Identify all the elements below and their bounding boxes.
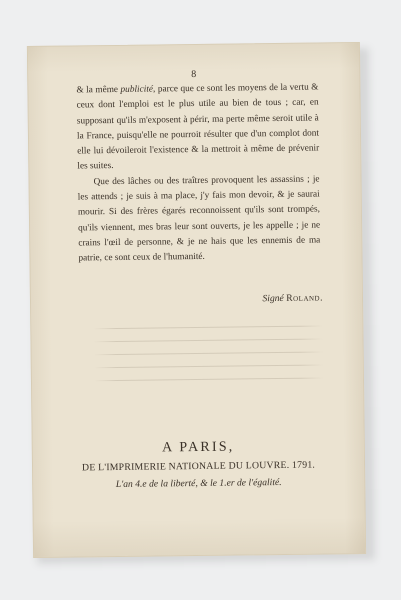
paragraph-1-emphasis: publicité bbox=[120, 84, 154, 95]
imprint-date: L'an 4.e de la liberté, & le 1.er de l'égalité. bbox=[115, 476, 282, 490]
paragraph-1 bbox=[76, 80, 319, 175]
paragraph-2-text: Que des lâches ou des traîtres provoquent les assassins ; je les attends ; je suis à ma place, j'y fais mon devoir, & je saurai mourir. Si des frères égarés reconnoissent qu'ils sont trompés, qu'ils viennent, mes bras leur sont ouverts, je les appelle ; je ne crains l'œil de personne, & je ne hais que les ennemis de ma patrie, ce sont ceux de l'humanité. bbox=[77, 174, 321, 264]
body-text bbox=[76, 80, 320, 267]
imprint-city: A PARIS, bbox=[162, 439, 235, 456]
paragraph-1-lead: & la même bbox=[76, 84, 121, 96]
signature-name: Roland. bbox=[286, 292, 324, 304]
paragraph-2 bbox=[77, 172, 320, 267]
show-through-text bbox=[93, 325, 324, 398]
paragraph-1-tail: , parce que ce sont les moyens de la vertu & ceux dont l'emploi est le plus utile au bien de tous ; car, en supposant qu'ils m'exposent à périr, ma perte même seroit utile à la France, puisqu'elle ne pourroit résulter que d'un complot dont elle lui dévoileroit l'existence & la mettroit à même de prévenir les suites. bbox=[76, 82, 320, 172]
page-number: 8 bbox=[191, 68, 197, 81]
signature-label: Signé bbox=[262, 292, 284, 305]
document-page bbox=[27, 42, 366, 558]
signature bbox=[79, 292, 323, 306]
imprint-press: DE L'IMPRIMERIE NATIONALE DU LOUVRE. 1791. bbox=[81, 459, 316, 474]
